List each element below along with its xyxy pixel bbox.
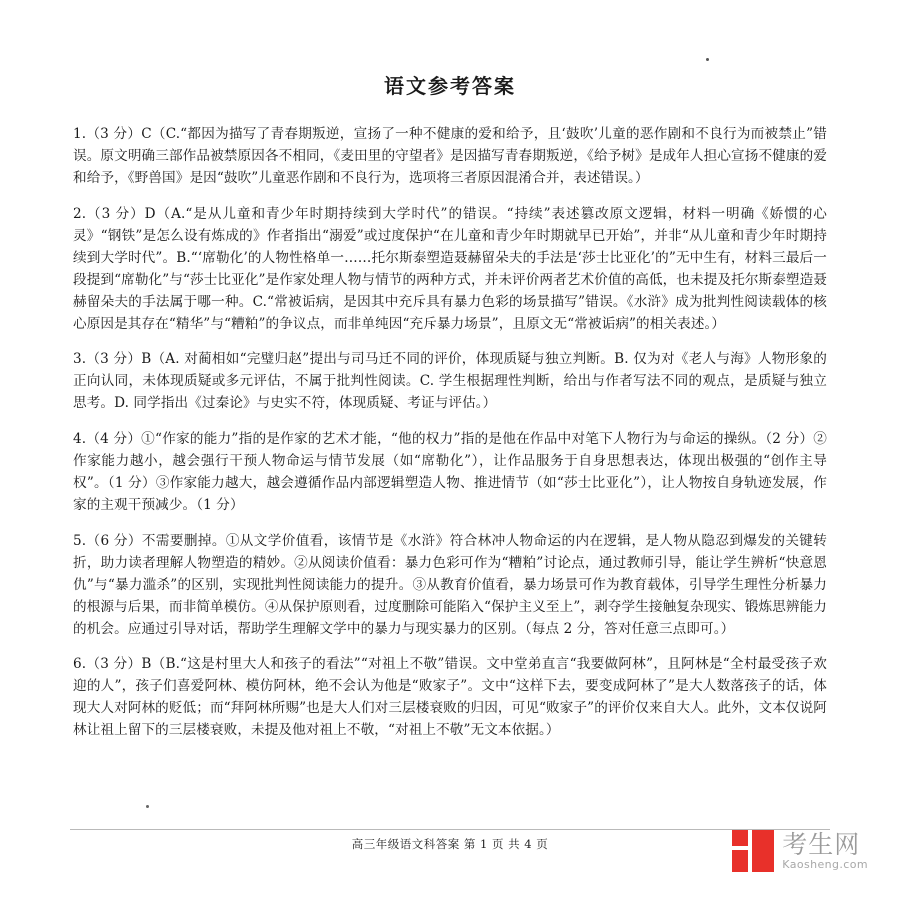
watermark-chinese: 考生网 bbox=[782, 830, 861, 860]
answer-item: 4.（4 分）①“作家的能力”指的是作家的艺术才能，“他的权力”指的是他在作品中对笔下人物行为与命运的操纵。（2 分）②作家能力越小，越会强行干预人物命运与情节发展（如“席勒化”），让作品服务于自身思想表达，体现出极强的“创作主导权”。（1 分）③作家能力越大，越会遵循作品内部逻辑塑造人物、推进情节（如“莎士比亚化”），让人物按自身轨迹发展，作家的主观干预减少。（1 分） bbox=[73, 430, 827, 514]
watermark bbox=[732, 830, 868, 872]
page-top-dot bbox=[706, 58, 709, 61]
watermark-english: Kaosheng.com bbox=[782, 857, 868, 871]
page-bottom-dot bbox=[146, 805, 149, 808]
kaosheng-logo-icon bbox=[732, 830, 774, 872]
answer-item: 2.（3 分）D（A.“是从儿童和青少年时期持续到大学时代”的错误。“持续”表述篡改原文逻辑，材料一明确《娇惯的心灵》“钢铁”是怎么设有炼成的》作者指出“溺爱”或过度保护“在儿童和青少年时期就早已开始”，并非“从儿童和青少年时期持续到大学时代”。B.“‘席勒化’的人物性格单一……托尔斯泰塑造聂赫留朵夫的手法是‘莎士比亚化’的”无中生有，材料三最后一段提到“席勒化”与“莎士比亚化”是作家处理人物与情节的两种方式，并未评价两者艺术价值的高低，也未提及托尔斯泰塑造聂赫留朵夫的手法属于哪一种。C.“常被诟病，是因其中充斥具有暴力色彩的场景描写”错误。《水浒》成为批判性阅读载体的核心原因是其存在“精华”与“糟粕”的争议点，而非单纯因“充斥暴力场景”，且原文无“常被诟病”的相关表述。） bbox=[73, 205, 827, 332]
answer-item: 3.（3 分）B（A. 对蔺相如“完璧归赵”提出与司马迁不同的评价，体现质疑与独立判断。B. 仅为对《老人与海》人物形象的正向认同，未体现质疑或多元评估，不属于批判性阅读。C. 学生根据理性判断，给出与作者写法不同的观点，是质疑与独立思考。D. 同学指出《过秦论》与史实不符，体现质疑、考证与评估。） bbox=[73, 351, 827, 412]
answer-item: 6.（3 分）B（B.“这是村里大人和孩子的看法”“对祖上不敬”错误。文中堂弟直言“我要做阿林”，且阿林是“全村最受孩子欢迎的人”，孩子们喜爱阿林、模仿阿林，绝不会认为他是“败家子”。文中“这样下去，要变成阿林了”是大人数落孩子的话，体现大人对阿林的贬低；而“拜阿林所赐”也是大人们对三层楼衰败的归因，可见“败家子”的评价仅来自大人。此外，文本仅说阿林让祖上留下的三层楼衰败，未提及他对祖上不敬，“对祖上不敬”无文本依据。） bbox=[73, 656, 827, 739]
footer-divider bbox=[70, 829, 830, 830]
footer-text: 高三年级语文科答案 第 1 页 共 4 页 bbox=[351, 837, 549, 851]
answer-list bbox=[73, 123, 827, 741]
watermark-text bbox=[782, 831, 868, 871]
answer-item: 1.（3 分）C（C.“都因为描写了青春期叛逆，宣扬了一种不健康的爱和给予，且‘鼓吹’儿童的恶作剧和不良行为而被禁止”错误。原文明确三部作品被禁原因各不相同，《麦田里的守望者》是因描写青春期叛逆，《给予树》是成年人担心宣扬不健康的爱和给予，《野兽国》是因“鼓吹”儿童恶作剧和不良行为，选项将三者原因混淆合并，表述错误。） bbox=[73, 126, 827, 187]
page-title: 语文参考答案 bbox=[384, 74, 516, 98]
answer-item: 5.（6 分）不需要删掉。①从文学价值看，该情节是《水浒》符合林冲人物命运的内在逻辑，是人物从隐忍到爆发的关键转折，助力读者理解人物塑造的精妙。②从阅读价值看：暴力色彩可作为“糟粕”讨论点，通过教师引导，能让学生辨析“快意恩仇”与“暴力滥杀”的区别，实现批判性阅读能力的提升。③从教育价值看，暴力场景可作为教育载体，引导学生理性分析暴力的根源与后果，而非简单模仿。④从保护原则看，过度删除可能陷入“保护主义至上”，剥夺学生接触复杂现实、锻炼思辨能力的机会。应通过引导对话，帮助学生理解文学中的暴力与现实暴力的区别。（每点 2 分，答对任意三点即可。） bbox=[73, 532, 827, 637]
